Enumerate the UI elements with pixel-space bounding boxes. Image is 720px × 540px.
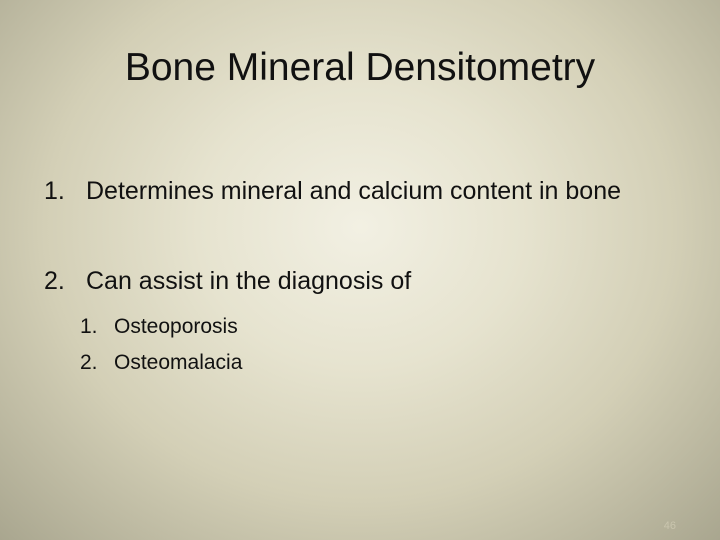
numbered-list: [44, 174, 684, 381]
slide-title: Bone Mineral Densitometry: [124, 46, 596, 89]
list-item-text: Determines mineral and calcium content in bone: [86, 177, 621, 205]
page-number: 46: [663, 520, 676, 532]
list-item-number: 1.: [44, 177, 65, 205]
list-item-number: 2.: [44, 267, 65, 295]
list-item: [44, 174, 684, 209]
sub-list-item: [80, 309, 684, 345]
list-item: [44, 264, 684, 381]
sub-list-item-number: 2.: [80, 351, 98, 374]
sub-list-item: [80, 345, 684, 381]
sub-list-item-number: 1.: [80, 315, 98, 338]
sub-list: [80, 309, 684, 381]
list-item-text: Can assist in the diagnosis of: [86, 267, 412, 295]
sub-list-item-text: Osteoporosis: [114, 315, 238, 338]
sub-list-item-text: Osteomalacia: [114, 351, 243, 374]
